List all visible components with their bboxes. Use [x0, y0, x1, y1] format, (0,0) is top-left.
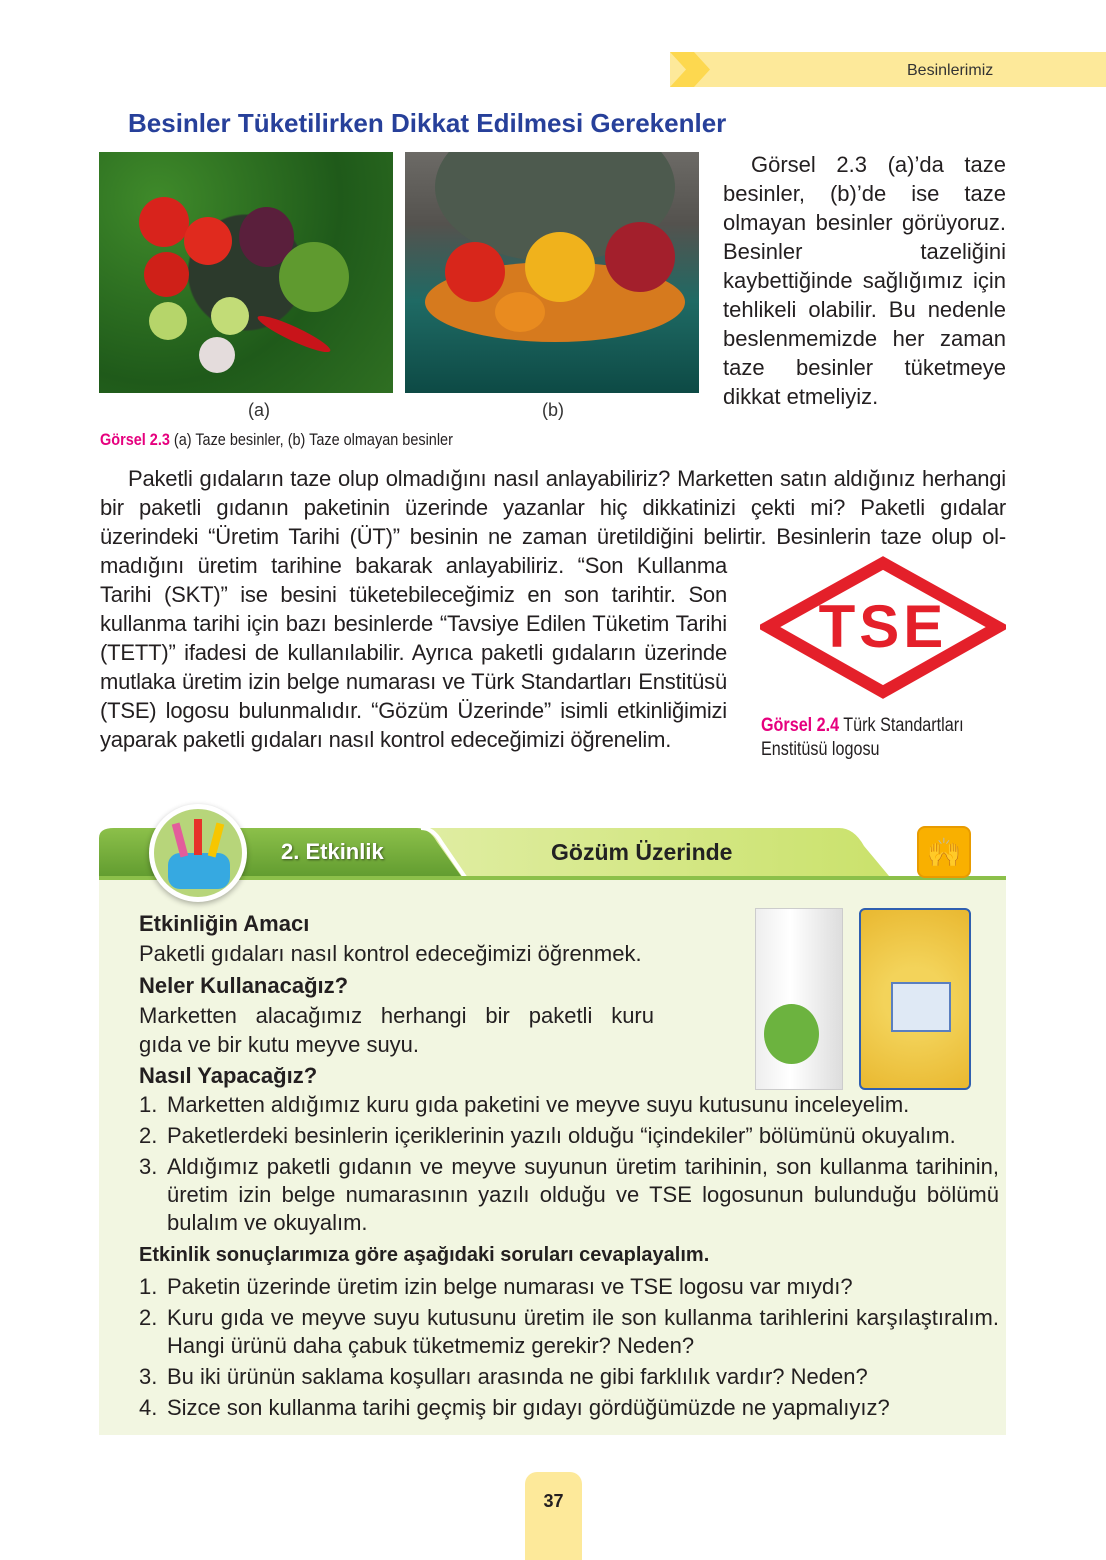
juice-box-image — [755, 908, 843, 1090]
main-flow — [100, 464, 1006, 1435]
side-paragraph-text: Görsel 2.3 (a)’da taze besinler, (b)’de ise taze olmayan besinler görüyoruz. Besinler tazeliğini kaybettiğinde sağlığımız için tehlikeli olabilir. Bu nedenle beslenmemizde her zaman taze besinler tüketmeye dikkat etmeliyiz. — [723, 152, 1006, 409]
section-title: Besinler Tüketilirken Dikkat Edilmesi Gerekenler — [128, 108, 727, 138]
questions-heading: Etkinlik sonuçlarımıza göre aşağıdaki soruları cevaplayalım. — [139, 1244, 710, 1266]
paragraph-2a-text: Paketli gıdaların taze olup olmadığını nasıl anlayabiliriz? Marketten satın aldığınız herhangi bir paketli gıdanın paketinin üzerinde yazanlar hiç dikkatinizi çekti mi? Paketli gıdalar üzerindeki “Üretim Tarihi (ÜT)” besinin ne zaman üretildiğini belirtir. Besinlerin taze olup ol- — [100, 466, 1006, 549]
step-item: 2. Paketlerdeki besinlerin içeriklerinin yazılı olduğu “içindekiler” bölümünü okuyalım. — [139, 1123, 956, 1148]
questions-list — [139, 1273, 999, 1422]
caption-text: (a) Taze besinler, (b) Taze olmayan besinler — [173, 430, 453, 449]
steps-heading: Nasıl Yapacağız? — [139, 1063, 318, 1088]
activity-name: Gözüm Üzerinde — [551, 839, 733, 865]
activity-banner — [99, 826, 1006, 880]
activity-number: 2. Etkinlik — [281, 839, 384, 864]
chapter-header — [670, 52, 1106, 87]
question-item: 3. Bu iki ürünün saklama koşulları arasında ne gibi farklılık vardır? Neden? — [139, 1364, 868, 1389]
pencil-case-icon — [149, 804, 247, 902]
aim-text: Paketli gıdaları nasıl kontrol edeceğimizi öğrenmek. — [139, 941, 642, 966]
question-item: 4. Sizce son kullanma tarihi geçmiş bir gıdayı gördüğümüzde ne yapmalıyız? — [139, 1395, 890, 1420]
question-item: 2. Kuru gıda ve meyve suyu kutusunu üretim ile son kullanma tarihlerini karşılaştıralım. Hangi ürünü daha çabuk tüketmemiz gerekir? Neden? — [139, 1305, 999, 1358]
caption-line2: Enstitüsü logosu — [761, 739, 880, 760]
spoiled-food-image — [405, 152, 699, 393]
aim-heading: Etkinliğin Amacı — [139, 911, 310, 936]
question-item: 1. Paketin üzerinde üretim izin belge numarası ve TSE logosu var mıydı? — [139, 1274, 853, 1299]
caption-number: Görsel 2.3 — [100, 430, 170, 449]
chevron-icon — [670, 52, 710, 87]
hand-washing-icon: 🙌 — [917, 826, 971, 878]
page-number: 37 — [525, 1472, 582, 1560]
materials-line1: Marketten alacağımız herhangi bir paketli kuru — [139, 1003, 654, 1028]
steps-list — [139, 1091, 999, 1237]
figure-label-a: (a) — [248, 400, 270, 420]
side-paragraph — [723, 150, 1006, 411]
dry-food-package-image — [859, 908, 971, 1090]
paragraph-2 — [100, 464, 1006, 826]
figure-label-b: (b) — [542, 400, 564, 420]
paragraph-2b: madığını üretim tarihine bakarak anlayabiliriz. “Son Kullanma Tarihi (SKT)” ise besini tüketebileceğimiz en son tarihtir. Son kullanma tarihi için bazı besinlerde “Tavsiye Edilen Tüketim Tarihi (TETT)” ifadesi de kullanılabilir. Ayrıca paketli gıdaların üzerinde mutlaka üretim izin belge numarası ve Türk Standartları Enstitüsü (TSE) logosu bulunmalıdır. “Gözüm Üzerinde” isimli etkinliğimizi yaparak paketli gıdaları nasıl kontrol edeceğimizi öğrenelim. — [100, 553, 727, 752]
materials-heading: Neler Kullanacağız? — [139, 973, 349, 998]
materials-line2: gıda ve bir kutu meyve suyu. — [139, 1032, 420, 1057]
figure-2-3-caption — [100, 430, 453, 450]
fresh-food-image — [99, 152, 393, 393]
caption-number: Görsel 2.4 — [761, 715, 840, 736]
chapter-title: Besinlerimiz — [907, 62, 994, 79]
step-item: 3. Aldığımız paketli gıdanın ve meyve suyunun üretim tarihinin, son kullanma tarihinin, üretim izin belge numarasının yazılı olduğu ve TSE logosunun bulunduğu bölümü bulalım ve okuyalım. — [139, 1154, 999, 1235]
activity-panel — [99, 880, 1006, 1435]
step-item: 1. Marketten aldığımız kuru gıda paketini ve meyve suyu kutusunu inceleyelim. — [139, 1092, 910, 1117]
tse-logo-text: TSE — [818, 593, 948, 660]
caption-line1: Türk Standartları — [843, 715, 964, 736]
